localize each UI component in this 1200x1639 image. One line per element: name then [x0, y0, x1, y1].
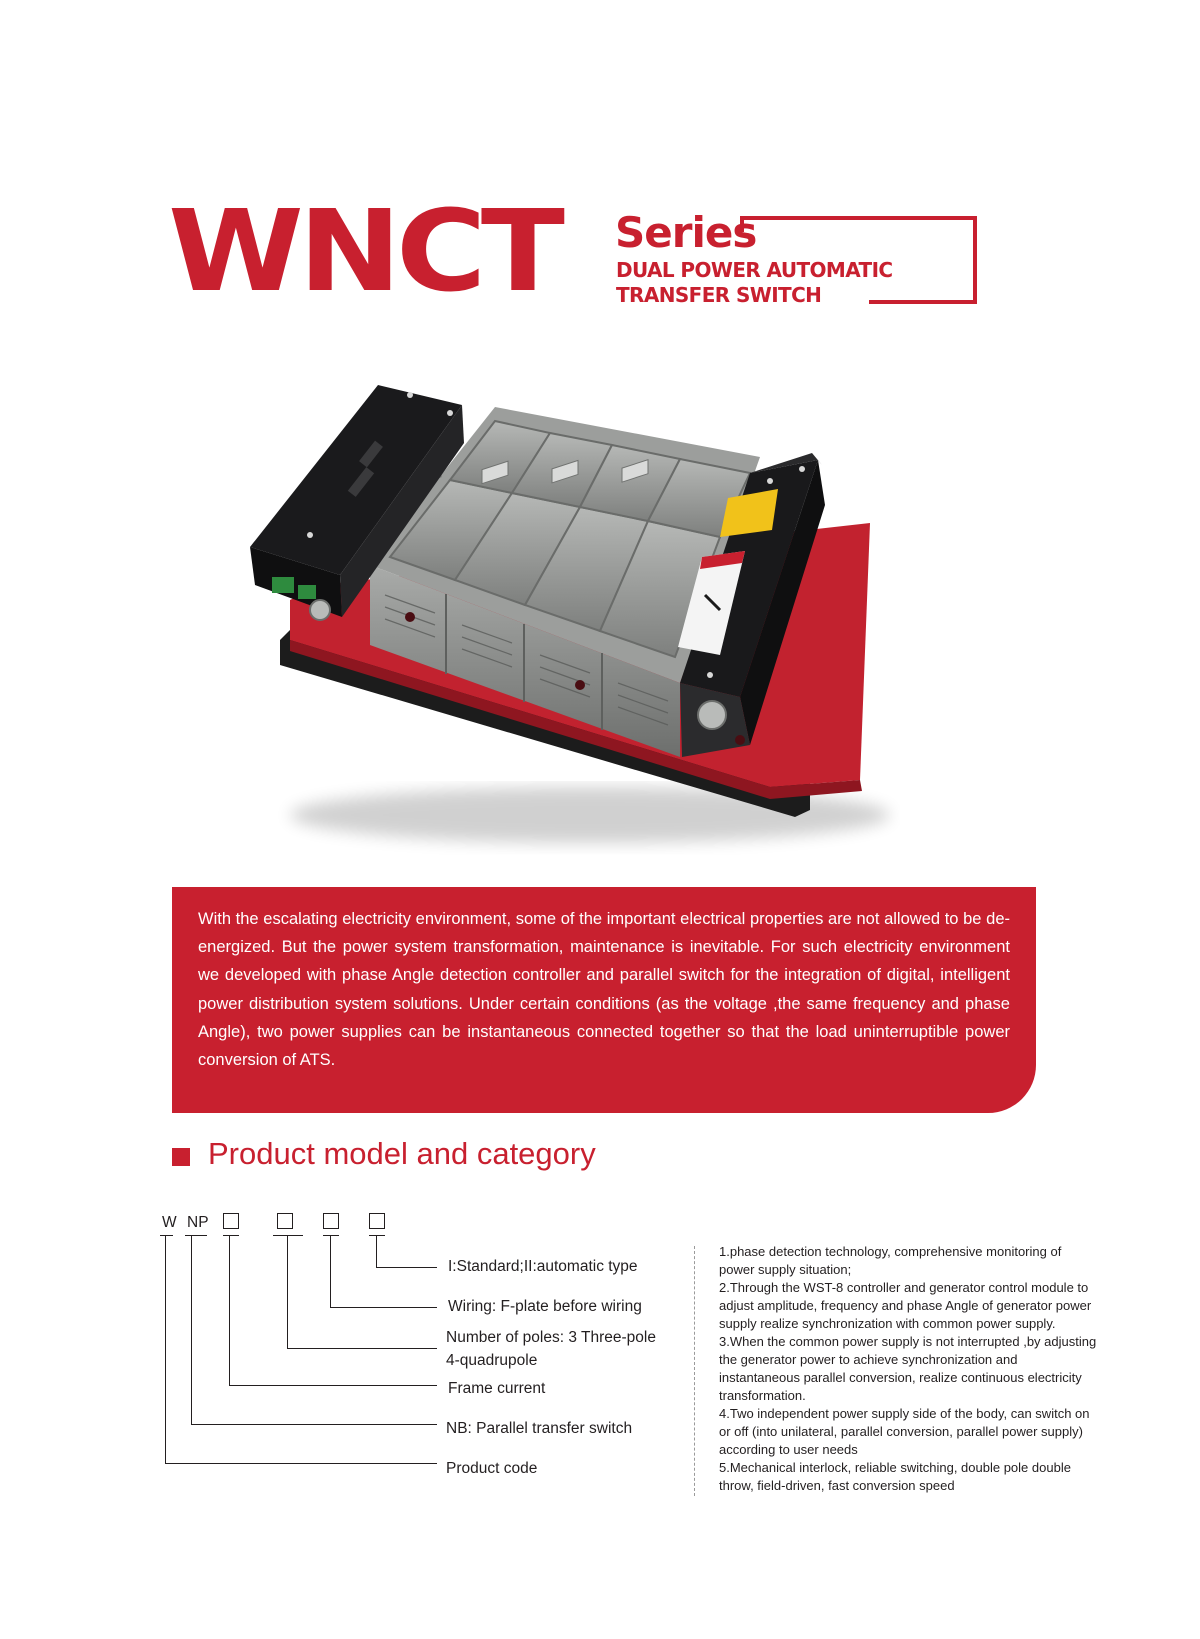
feature-item: 5.Mechanical interlock, reliable switching, double pole double throw, field-driven, fast conversion speed: [719, 1460, 1071, 1493]
feature-item: 3.When the common power supply is not interrupted ,by adjusting the generator power to achieve synchronization and instantaneous parallel conversion, realize continuous electricity transformation.: [719, 1334, 1097, 1403]
subtitle-line-1: DUAL POWER AUTOMATIC: [616, 258, 893, 282]
label-parallel-switch: NB: Parallel transfer switch: [446, 1420, 633, 1437]
label-product-code: Product code: [446, 1460, 538, 1477]
feature-item: 4.Two independent power supply side of the body, can switch on or off (into unilateral, parallel conversion, parallel power supply) according to user needs: [719, 1406, 1090, 1457]
model-code-diagram: [160, 1210, 680, 1500]
feature-item: 2.Through the WST-8 controller and generator control module to adjust amplitude, frequency and phase Angle of generator power supply realize synchronization with common power supply.: [719, 1280, 1092, 1331]
label-frame-current: Frame current: [448, 1380, 546, 1397]
label-wiring: Wiring: F-plate before wiring: [448, 1298, 642, 1315]
section-title: Product model and category: [208, 1136, 596, 1171]
intro-text: With the escalating electricity environment, some of the important electrical properties are not allowed to be de-energized. But the power system transformation, maintenance is inevitable. For such electricity environment we developed with phase Angle detection controller and parallel switch for the integration of digital, intelligent power distribution system solutions. Under certain conditions (as the voltage ,the same frequency and phase Angle), two power supplies can be instantaneous connected together so that the load uninterruptible power conversion of ATS.: [198, 910, 1010, 1070]
subtitle-line-2: TRANSFER SWITCH: [616, 283, 822, 307]
intro-panel: [172, 887, 1036, 1113]
product-image: [250, 385, 900, 855]
features-list: [719, 1243, 1099, 1495]
code-letter-w: W: [162, 1214, 177, 1231]
brand-title: WNCT: [168, 187, 560, 317]
section-bullet: [172, 1148, 190, 1166]
label-poles: Number of poles: 3 Three-pole: [446, 1329, 656, 1346]
dashed-divider: [694, 1246, 695, 1496]
label-type: I:Standard;II:automatic type: [448, 1258, 638, 1275]
code-letters-np: NP: [187, 1214, 209, 1231]
feature-item: 1.phase detection technology, comprehensive monitoring of power supply situation;: [719, 1244, 1062, 1277]
label-poles-4: 4-quadrupole: [446, 1352, 538, 1369]
series-label: Series: [615, 208, 757, 257]
